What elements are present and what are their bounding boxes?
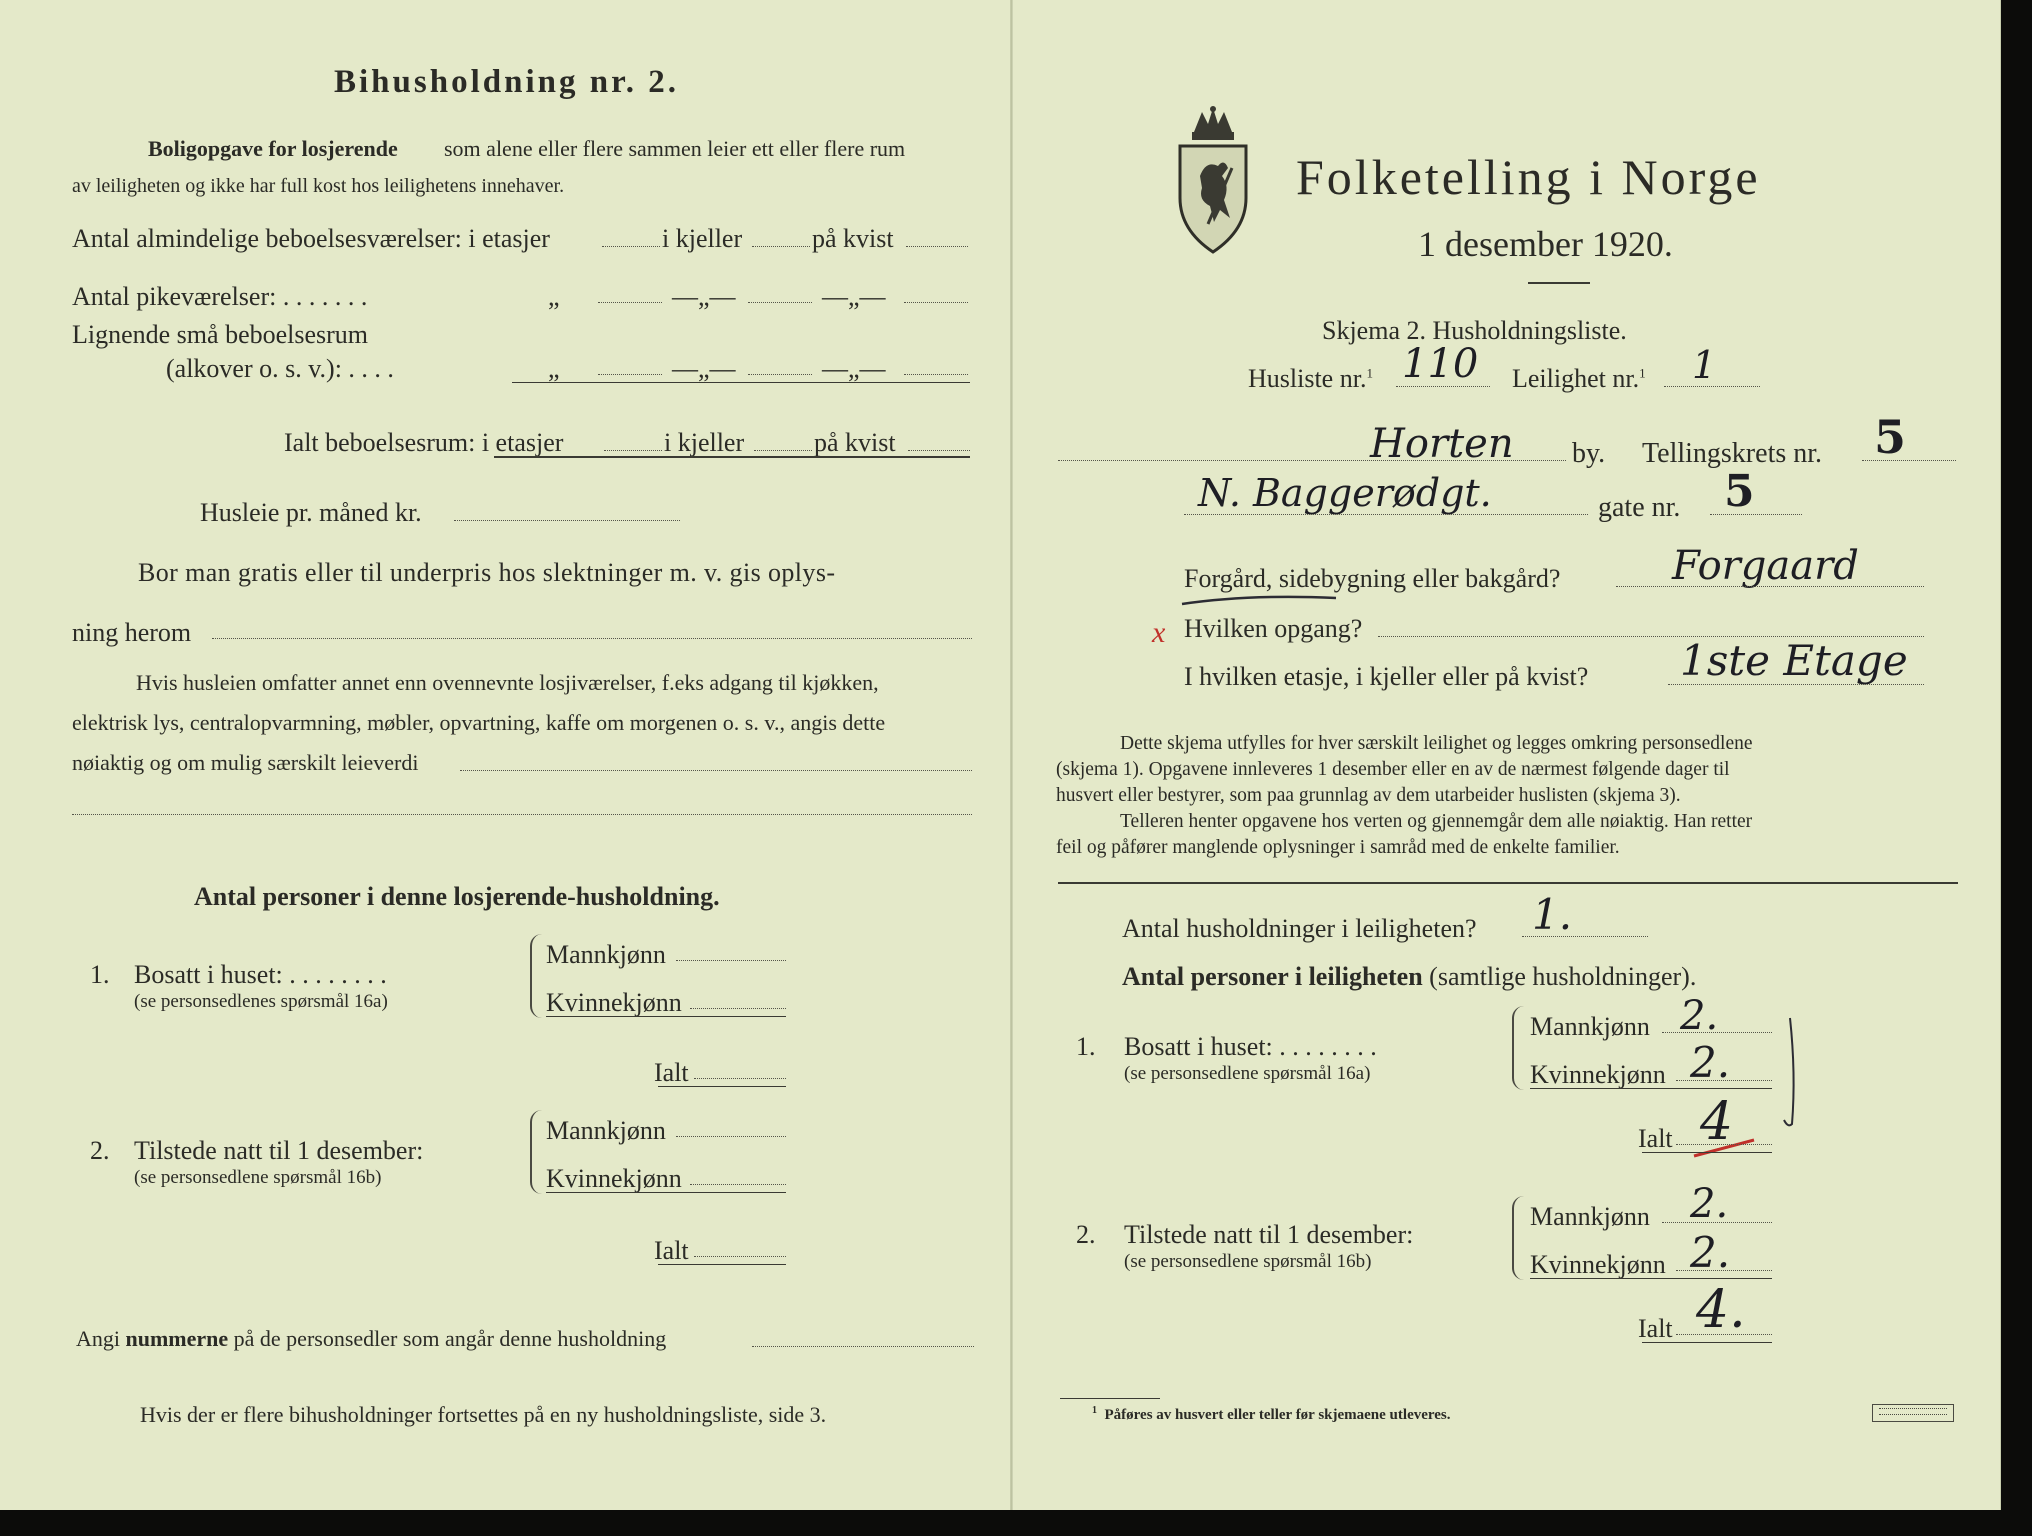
left-q1-mann-label: Mannkjønn (546, 940, 666, 969)
tellingskrets-value[interactable]: 5 (1874, 410, 1907, 464)
angi-field[interactable] (752, 1346, 974, 1347)
persons-heading-rest: (samtlige husholdninger). (1429, 962, 1697, 991)
persons-heading (1122, 964, 1696, 990)
beboelse-kvist-label: på kvist (812, 224, 894, 253)
ialt-kvist-label: på kvist (814, 428, 896, 457)
right-q2-kvinne-label: Kvinnekjønn (1530, 1250, 1666, 1279)
right-q2-ialt-field[interactable] (1676, 1334, 1772, 1335)
pike-kjeller-field[interactable] (748, 302, 812, 303)
section-divider (1058, 882, 1958, 884)
printer-stamp (1872, 1404, 1954, 1422)
etasje-field[interactable] (1668, 684, 1924, 685)
intro-bold: Boligopgave for losjerende (148, 136, 398, 161)
husleie-field[interactable] (454, 520, 680, 521)
right-q2-mann-label: Mannkjønn (1530, 1202, 1650, 1231)
lignende-dash-quote-1: —„— (672, 354, 736, 383)
husholdninger-value[interactable]: 1. (1532, 890, 1573, 939)
ialt-kvist-field[interactable] (908, 450, 970, 451)
left-q2-ialt-underline (658, 1264, 786, 1265)
by-value[interactable]: Horten (1370, 421, 1514, 467)
beboelse-kjeller-field[interactable] (752, 246, 810, 247)
beboelse-etasjer-field[interactable] (602, 246, 660, 247)
title-rule (1528, 282, 1590, 284)
right-q1-mann-label: Mannkjønn (1530, 1012, 1650, 1041)
lignende-label-1: Lignende små beboelsesrum (72, 320, 369, 349)
hvis-line-2: elektrisk lys, centralopvarmning, møbler, opvartning, kaffe om morgenen o. s. v., angis dette (72, 710, 886, 735)
husholdninger-label: Antal husholdninger i leiligheten? (1122, 914, 1477, 943)
pike-label: Antal pikeværelser: . . . . . . . (72, 282, 368, 311)
lignende-quote-mark: „ (548, 354, 560, 383)
husholdninger-field[interactable] (1522, 936, 1648, 937)
info-line-5: feil og påfører manglende oplysninger i samråd med de enkelte familier. (1056, 837, 1620, 858)
right-q1-sum-line (1530, 1088, 1772, 1089)
husliste-text: Husliste nr. (1248, 364, 1367, 393)
left-q2-mann-label: Mannkjønn (546, 1116, 666, 1145)
right-q1-ialt-underline (1642, 1152, 1772, 1153)
right-q1-ialt-value[interactable]: 4 (1700, 1092, 1734, 1152)
lignende-underline (512, 382, 970, 383)
angi-bold: nummerne (125, 1326, 229, 1351)
right-page-title: Folketelling i Norge (1296, 149, 1761, 205)
forgard-value[interactable]: Forgaard (1672, 543, 1859, 589)
leilighet-field[interactable] (1664, 386, 1760, 387)
right-q2-sub: (se personsedlene spørsmål 16b) (1124, 1251, 1372, 1272)
right-q1-mann-value[interactable]: 2. (1680, 993, 1719, 1039)
lignende-dash-quote-2: —„— (822, 354, 886, 383)
info-line-1: Dette skjema utfylles for hver særskilt leilighet og legges omkring personsedlene (1120, 733, 1753, 754)
right-q2-sum-line (1530, 1278, 1772, 1279)
lignende-label-2: (alkover o. s. v.): . . . . (166, 354, 394, 383)
forgard-field[interactable] (1616, 586, 1924, 587)
left-q2-ialt-field[interactable] (694, 1256, 786, 1257)
by-field[interactable] (1058, 460, 1566, 461)
right-q1-label: Bosatt i huset: . . . . . . . . (1124, 1032, 1377, 1061)
tellingskrets-label: Tellingskrets nr. (1642, 438, 1823, 469)
bor-label-1: Bor man gratis eller til underpris hos slektninger m. v. gis oplys- (138, 558, 836, 587)
right-q2-label: Tilstede natt til 1 desember: (1124, 1220, 1414, 1249)
bor-field[interactable] (212, 638, 972, 639)
lignende-kvist-field[interactable] (904, 374, 968, 375)
left-q1-sum-line (546, 1016, 786, 1017)
husliste-field[interactable] (1396, 386, 1490, 387)
hvis-line-3: nøiaktig og om mulig særskilt leieverdi (72, 750, 419, 775)
right-q2-mann-field[interactable] (1662, 1222, 1772, 1223)
right-q2-ialt-value[interactable]: 4. (1696, 1280, 1746, 1340)
pike-quote-mark: „ (548, 282, 560, 311)
left-q1-mann-field[interactable] (676, 960, 786, 961)
beboelse-kjeller-label: i kjeller (662, 224, 743, 253)
beboelse-label: Antal almindelige beboelsesværelser: i etasjer (72, 224, 550, 253)
info-line-3: husvert eller bestyrer, som paa grunnlag av dem utarbeider huslisten (skjema 3). (1056, 785, 1681, 806)
gate-nr-value[interactable]: 5 (1724, 466, 1755, 517)
ialt-kjeller-label: i kjeller (664, 428, 745, 457)
forgard-underline-mark (1180, 592, 1340, 608)
left-q1-ialt-field[interactable] (694, 1078, 786, 1079)
gate-label: gate nr. (1598, 492, 1681, 523)
right-q1-sub: (se personsedlene spørsmål 16a) (1124, 1063, 1371, 1084)
left-q1-sub: (se personsedlenes spørsmål 16a) (134, 991, 388, 1012)
leilighet-value[interactable]: 1 (1692, 343, 1717, 387)
footnote-sup: 1 (1092, 1405, 1097, 1416)
red-correction-mark (1690, 1134, 1760, 1162)
info-line-2: (skjema 1). Opgavene innleveres 1 desember eller en av de nærmest følgende dager til (1056, 759, 1730, 780)
left-q2-brace (530, 1110, 542, 1194)
right-q2-mann-value[interactable]: 2. (1690, 1181, 1729, 1227)
right-q2-brace (1512, 1196, 1524, 1280)
hvis-line-1: Hvis husleien omfatter annet enn ovennevnte losjiværelser, f.eks adgang til kjøkken, (136, 670, 879, 695)
census-date: 1 desember 1920. (1418, 224, 1673, 264)
left-q1-ialt-underline (658, 1086, 786, 1087)
right-q1-kvinne-label: Kvinnekjønn (1530, 1060, 1666, 1089)
ialt-etasjer-field[interactable] (604, 450, 662, 451)
lignende-etasjer-field[interactable] (598, 374, 662, 375)
left-q1-number: 1. (90, 960, 110, 989)
angi-suffix: på de personsedler som angår denne husholdning (233, 1326, 667, 1351)
ialt-beboelse-label: Ialt beboelsesrum: i etasjer (284, 428, 564, 457)
left-q2-ialt-label: Ialt (654, 1236, 689, 1265)
right-q1-kvinne-field[interactable] (1676, 1080, 1772, 1081)
pike-etasjer-field[interactable] (598, 302, 662, 303)
opgang-label: Hvilken opgang? (1184, 614, 1363, 643)
bor-label-2: ning herom (72, 618, 192, 647)
forgard-label: Forgård, sidebygning eller bakgård? (1184, 564, 1561, 593)
left-footer: Hvis der er flere bihusholdninger fortsettes på en ny husholdningsliste, side 3. (140, 1402, 827, 1427)
page-fold (1010, 0, 1013, 1510)
left-q2-sum-line (546, 1192, 786, 1193)
left-q1-brace (530, 934, 542, 1018)
footnote (1092, 1406, 1451, 1423)
leilighet-text: Leilighet nr. (1512, 364, 1640, 393)
leieverdi-field-2[interactable] (72, 814, 972, 815)
left-q1-ialt-label: Ialt (654, 1058, 689, 1087)
right-q2-ialt-label: Ialt (1638, 1314, 1673, 1343)
pike-dash-quote-1: —„— (672, 282, 736, 311)
left-antal-heading: Antal personer i denne losjerende-husholdning. (194, 882, 720, 911)
tally-mark (1776, 1014, 1806, 1134)
beboelse-kvist-field[interactable] (906, 246, 968, 247)
left-q2-kvinne-field[interactable] (690, 1184, 786, 1185)
gate-nr-field[interactable] (1710, 514, 1802, 515)
footnote-text: Påføres av husvert eller teller før skjemaene utleveres. (1104, 1407, 1451, 1423)
right-q2-number: 2. (1076, 1220, 1096, 1249)
right-q1-kvinne-value[interactable]: 2. (1690, 1038, 1731, 1087)
right-q1-ialt-field[interactable] (1676, 1144, 1772, 1145)
pike-kvist-field[interactable] (904, 302, 968, 303)
coat-of-arms-icon (1172, 106, 1254, 256)
intro-line-1: som alene eller flere sammen leier ett eller flere rum (444, 136, 906, 161)
left-q1-label: Bosatt i huset: . . . . . . . . (134, 960, 387, 989)
footnote-rule (1060, 1398, 1160, 1399)
husliste-value[interactable]: 110 (1402, 341, 1479, 387)
red-x-mark: x (1152, 616, 1166, 649)
gate-field[interactable] (1184, 514, 1588, 515)
etasje-label: I hvilken etasje, i kjeller eller på kvist? (1184, 662, 1589, 691)
ialt-underline (494, 456, 970, 458)
angi-prefix: Angi (76, 1326, 120, 1351)
right-q2-kvinne-field[interactable] (1676, 1270, 1772, 1271)
gate-value[interactable]: N. Baggerødgt. (1198, 471, 1492, 515)
left-q2-kvinne-label: Kvinnekjønn (546, 1164, 682, 1193)
leilighet-sup: 1 (1639, 365, 1646, 381)
right-q1-brace (1512, 1006, 1524, 1090)
pike-dash-quote-2: —„— (822, 282, 886, 311)
right-q1-number: 1. (1076, 1032, 1096, 1061)
by-label: by. (1572, 438, 1606, 469)
persons-heading-bold: Antal personer i leiligheten (1122, 962, 1423, 991)
etasje-value[interactable]: 1ste Etage (1680, 636, 1908, 685)
left-q2-sub: (se personsedlene spørsmål 16b) (134, 1167, 382, 1188)
right-q1-mann-field[interactable] (1662, 1032, 1772, 1033)
right-q2-ialt-underline (1642, 1342, 1772, 1343)
right-q1-ialt-label: Ialt (1638, 1124, 1673, 1153)
left-q1-kvinne-field[interactable] (690, 1008, 786, 1009)
leieverdi-field[interactable] (460, 770, 972, 771)
husliste-sup: 1 (1366, 365, 1373, 381)
lignende-kjeller-field[interactable] (748, 374, 812, 375)
husleie-label: Husleie pr. måned kr. (200, 498, 422, 527)
tellingskrets-field[interactable] (1862, 460, 1956, 461)
right-q2-kvinne-value[interactable]: 2. (1690, 1228, 1731, 1277)
skjema-label: Skjema 2. Husholdningsliste. (1322, 316, 1627, 345)
intro-line-2: av leiligheten og ikke har full kost hos leilighetens innehaver. (72, 175, 565, 197)
left-page-title: Bihusholdning nr. 2. (334, 64, 679, 100)
angi-line (76, 1328, 666, 1350)
left-q1-kvinne-label: Kvinnekjønn (546, 988, 682, 1017)
leilighet-label (1512, 366, 1646, 392)
left-q2-number: 2. (90, 1136, 110, 1165)
info-line-4: Telleren henter opgavene hos verten og gjennemgår dem alle nøiaktig. Han retter (1120, 811, 1753, 832)
left-q2-mann-field[interactable] (676, 1136, 786, 1137)
ialt-kjeller-field[interactable] (754, 450, 812, 451)
printer-stamp-lines (1879, 1408, 1947, 1415)
left-q2-label: Tilstede natt til 1 desember: (134, 1136, 424, 1165)
husliste-label (1248, 366, 1373, 392)
